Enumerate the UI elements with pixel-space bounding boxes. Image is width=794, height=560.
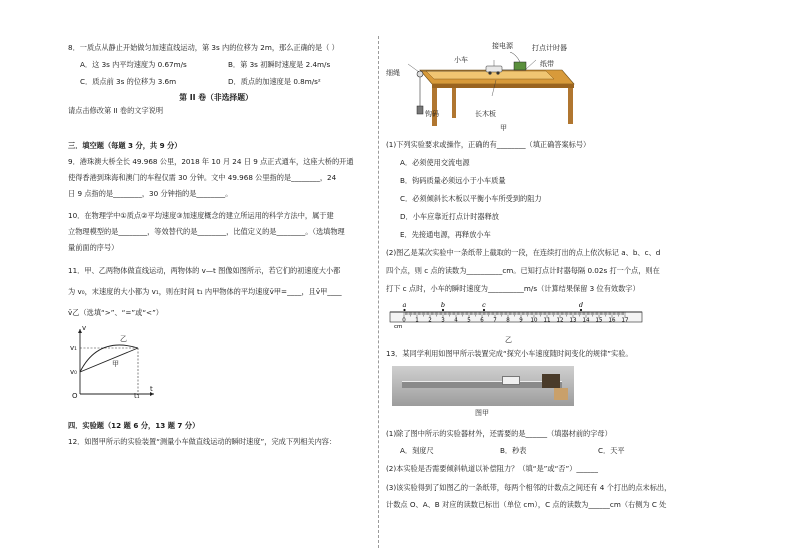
label-string: 细绳: [386, 69, 400, 77]
q11-line3: v̄乙（选填“>”、“=”或“<”）: [68, 308, 163, 317]
q13-part2: (2)本实验是否需要倾斜轨道以补偿阻力？（填“是”或“否”）______: [386, 464, 598, 473]
q12-1-option-a: A．必须使用交流电源: [400, 158, 470, 167]
tape-point-c: [483, 309, 485, 311]
q12-1-option-e: E．先接通电源，再释放小车: [400, 230, 491, 239]
q10-line2: 立物理模型的是________，等效替代的是________，比值定义的是________。（选填物理: [68, 227, 345, 236]
part2-title: 第 II 卷（非选择题）: [179, 93, 253, 102]
ruler-tick-label: 6: [480, 317, 484, 324]
q13-option-a: A．刻度尺: [400, 446, 434, 455]
apparatus-figure: [386, 52, 586, 130]
ruler-tick-label: 10: [530, 317, 538, 324]
q8-option-d: D．质点的加速度是 0.8m/s²: [228, 77, 321, 86]
ruler-tick-label: 12: [556, 317, 564, 324]
ruler-tick-label: 14: [582, 317, 590, 324]
ruler-tick-label: 9: [519, 317, 523, 324]
q13-part3-line1: (3)该实验得到了如图乙的一条纸带，每两个相邻的计数点之间还有 4 个打出的点未标出，: [386, 483, 672, 492]
q9-line1: 9．港珠澳大桥全长 49.968 公里，2018 年 10 月 24 日 9 点正式通车，这座大桥的开通: [68, 157, 354, 166]
graph-label-t1: t₁: [134, 392, 140, 400]
label-power: 接电源: [492, 42, 513, 50]
q11-line2: 为 v₀，末速度的大小都为 v₁，则在时间 t₁ 内甲物体的平均速度v̄甲=____，且v̄甲____: [68, 287, 342, 296]
tape-point-label-b: b: [440, 301, 446, 309]
q13-option-c: C．天平: [598, 446, 625, 455]
ruler-tick-label: 17: [621, 317, 629, 324]
q9-line2: 使得香港到珠海和澳门的车程仅需 30 分钟。文中 49.968 公里指的是________，24: [68, 173, 337, 182]
q10-line3: 量前面的序号）: [68, 243, 119, 252]
q12-1-option-c: C．必须倾斜长木板以平衡小车所受到的阻力: [400, 194, 542, 203]
graph-label-v1: v₁: [70, 344, 77, 352]
graph-origin: O: [72, 392, 78, 400]
fill-heading: 三．填空题（每题 3 分，共 9 分）: [68, 141, 182, 150]
q13-part3-line2: 计数点 O、A、B 对应的读数已标出（单位 cm），C 点的读数为______cm（右侧为 C 处: [386, 500, 667, 509]
tape-point-label-d: d: [578, 301, 584, 309]
tape-point-label-a: a: [402, 301, 407, 309]
ruler-tick-label: 5: [467, 317, 471, 324]
ruler-tick-label: 16: [608, 317, 616, 324]
label-timer: 打点计时器: [532, 44, 567, 52]
label-board: 长木板: [475, 110, 496, 118]
q12-1-option-b: B．钩码质量必须远小于小车质量: [400, 176, 506, 185]
ruler-tick-label: 1: [415, 317, 419, 324]
q9-line3: 日 9 点指的是________，30 分钟指的是________。: [68, 189, 233, 198]
caption-yi: 乙: [505, 336, 512, 344]
q12-2-line2: 四个点，则 c 点的读数为__________cm。已知打点计时器每隔 0.02s 打一个点，则在: [386, 266, 660, 275]
ruler-tick-label: 3: [441, 317, 445, 324]
q13-stem: 13．某同学利用如图甲所示装置完成“探究小车速度随时间变化的规律”实验。: [386, 349, 633, 358]
ruler-tick-label: 0: [402, 317, 406, 324]
tape-point-b: [442, 309, 444, 311]
graph-label-v0: v₀: [70, 368, 77, 376]
ruler-tick-label: 7: [493, 317, 497, 324]
graph-axis-t: t: [150, 385, 153, 393]
experiment-photo: [392, 366, 574, 406]
line-jia: [80, 348, 138, 372]
ruler-tick-label: 2: [428, 317, 432, 324]
label-tape: 纸带: [540, 60, 554, 68]
q8-stem: 8．一质点从静止开始做匀加速直线运动，第 3s 内的位移为 2m，那么正确的是（ ）: [68, 43, 339, 52]
ruler-figure: [388, 300, 644, 338]
q10-line1: 10．在物理学中①质点②平均速度③加速度概念的建立所运用的科学方法中，属于建: [68, 211, 334, 220]
ruler-tick-label: 15: [595, 317, 603, 324]
graph-axis-v: v: [82, 324, 87, 332]
tape-point-d: [580, 309, 582, 311]
q12-1-stem: (1)下列实验要求或操作，正确的有________（填正确答案标号）: [386, 140, 591, 149]
exp-heading: 四．实验题（12 题 6 分，13 题 7 分）: [68, 421, 200, 430]
ruler-unit: cm: [394, 324, 403, 330]
ruler-tick-label: 4: [454, 317, 458, 324]
tape-point-a: [403, 309, 405, 311]
q8-option-b: B．第 3s 初瞬时速度是 2.4m/s: [228, 60, 331, 69]
q13-option-b: B．秒表: [500, 446, 527, 455]
q12-1-option-d: D．小车应靠近打点计时器释放: [400, 212, 499, 221]
q8-option-c: C．质点前 3s 的位移为 3.6m: [80, 77, 177, 86]
graph-curve-yi-label: 乙: [120, 335, 127, 343]
ruler-tick-label: 8: [506, 317, 510, 324]
tape-point-label-c: c: [482, 301, 486, 309]
q12-stem: 12．如图甲所示的实验装置“测量小车做直线运动的瞬时速度”，完成下列相关内容：: [68, 437, 337, 446]
q12-2-line3: 打下 c 点时，小车的瞬时速度为__________m/s（计算结果保留 3 位有效数字）: [386, 284, 640, 293]
q13-part1: (1)除了图中所示的实验器材外，还需要的是______（填器材前的字母）: [386, 429, 612, 438]
caption-jia: 甲: [500, 124, 507, 132]
ruler-tick-label: 13: [569, 317, 577, 324]
label-weight: 钩码: [425, 110, 439, 118]
label-cart: 小车: [454, 56, 468, 64]
q12-2-line1: (2)图乙是某次实验中一条纸带上截取的一段，在连续打出的点上依次标记 a、b、c、d: [386, 248, 661, 257]
graph-line-jia-label: 甲: [112, 360, 119, 368]
ruler-svg: [388, 300, 644, 338]
part2-note: 请点击修改第 II 卷的文字说明: [68, 106, 164, 115]
ruler-tick-label: 11: [543, 317, 551, 324]
caption-photo: 图甲: [475, 409, 489, 417]
q8-option-a: A．这 3s 内平均速度为 0.67m/s: [80, 60, 187, 69]
column-divider: [378, 36, 379, 548]
q11-line1: 11．甲、乙两物体做直线运动，两物体的 v—t 图像如图所示，若它们的初速度大小都: [68, 266, 341, 275]
